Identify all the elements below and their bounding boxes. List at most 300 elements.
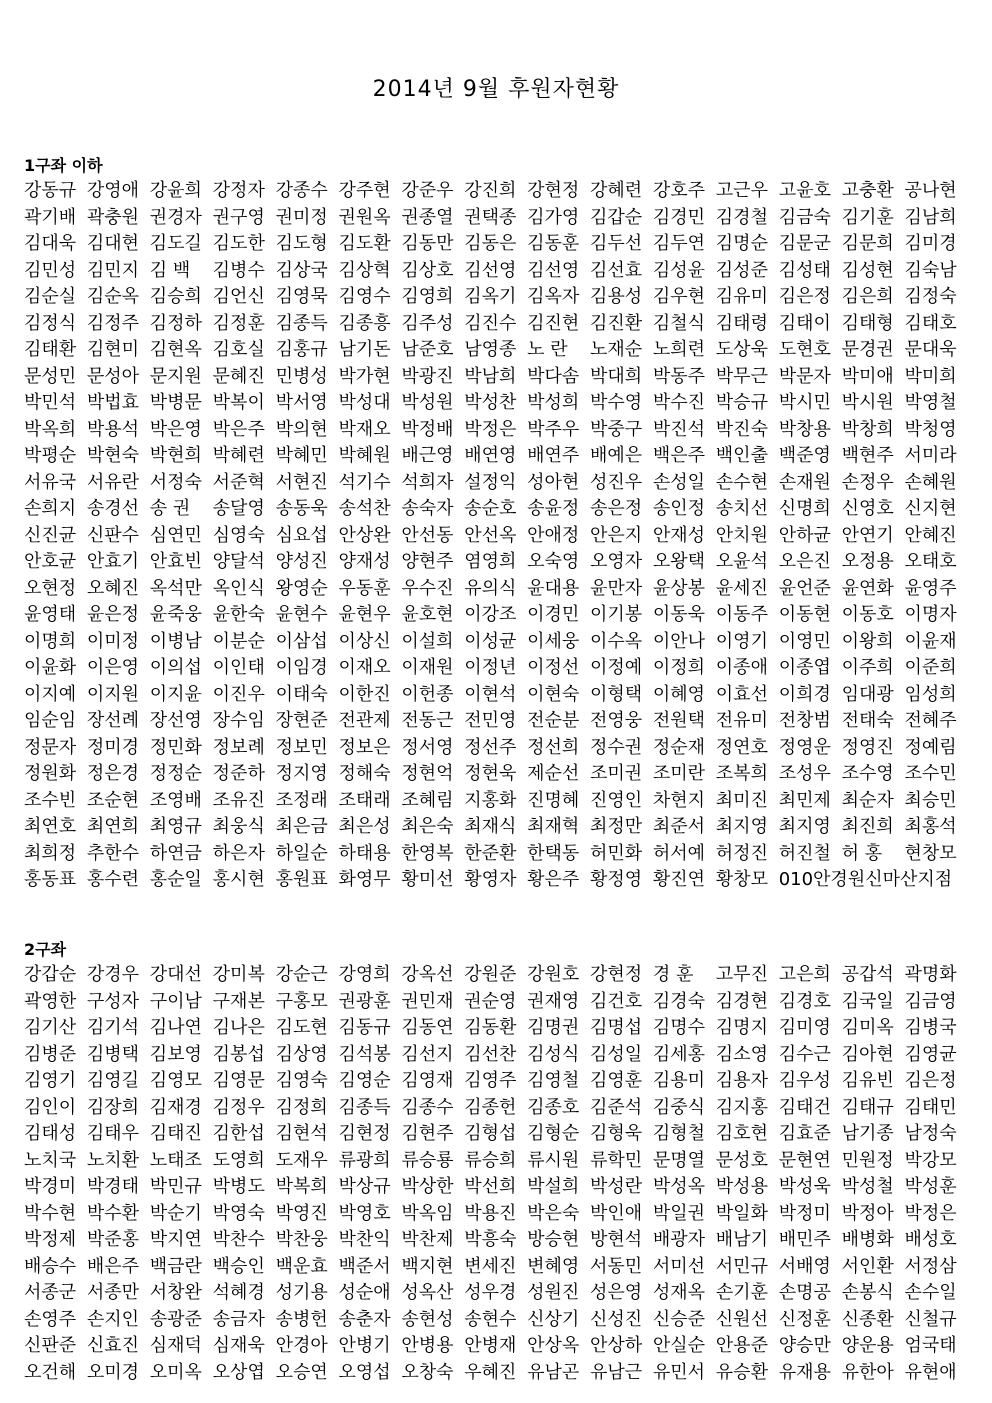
- donor-name: 이병남: [149, 630, 202, 652]
- donor-name: 박은주: [212, 418, 265, 440]
- donor-name: 박옥임: [401, 1202, 454, 1224]
- donor-name: 안호균: [24, 551, 77, 572]
- donor-name: 오현정: [24, 577, 77, 599]
- donor-name: 김옥기: [464, 286, 517, 307]
- donor-name: 구성자: [86, 990, 140, 1012]
- donor-name: 박성원: [401, 392, 454, 413]
- donor-name: 백은주: [652, 445, 706, 466]
- donor-name: 고근우: [715, 180, 768, 201]
- donor-name: 송동욱: [275, 498, 328, 519]
- donor-name: 노 란: [527, 339, 568, 360]
- donor-name: 김태건: [778, 1096, 831, 1118]
- donor-name: 이동주: [715, 604, 768, 625]
- donor-name: 권택종: [464, 206, 517, 228]
- donor-name: 한준환: [464, 842, 517, 864]
- donor-name: 이은영: [86, 657, 140, 678]
- donor-name: 윤한숙: [212, 604, 265, 625]
- donor-name: 김홍규: [275, 339, 328, 360]
- donor-name: 김경민: [652, 206, 706, 228]
- donor-name: 김민지: [86, 259, 140, 281]
- donor-name: 공나현: [904, 180, 957, 201]
- donor-name: 윤은정: [86, 604, 140, 625]
- donor-name: 안치원: [715, 524, 768, 546]
- donor-name: 김명수: [652, 1017, 706, 1038]
- donor-name: 이명희: [24, 630, 77, 652]
- donor-name: 최연희: [86, 816, 140, 837]
- donor-name: 김성식: [527, 1043, 580, 1065]
- donor-name: 이영기: [715, 630, 768, 652]
- donor-name: 이준희: [904, 657, 957, 678]
- donor-name: 임순임: [24, 710, 77, 731]
- donor-name: 송석찬: [338, 498, 391, 519]
- donor-name: 경 훈: [652, 964, 694, 985]
- donor-name: 조수빈: [24, 789, 77, 811]
- donor-name: 김영숙: [275, 1070, 328, 1091]
- donor-name: 백금란: [149, 1255, 202, 1277]
- donor-name: 박수영: [590, 392, 643, 413]
- donor-name: 김영길: [86, 1070, 140, 1091]
- donor-name: 김기산: [24, 1017, 77, 1038]
- donor-name: 박흥숙: [464, 1229, 517, 1250]
- donor-name: 전창범: [778, 710, 831, 731]
- donor-name: 조미란: [652, 763, 706, 784]
- donor-name: 조수민: [904, 763, 957, 784]
- donor-name: 김진환: [590, 312, 643, 334]
- donor-name: 박일화: [715, 1202, 768, 1224]
- donor-name: 서유국: [24, 471, 77, 493]
- donor-name: 박청영: [904, 418, 957, 440]
- donor-name: 이효선: [715, 683, 768, 705]
- donor-name: 김선효: [590, 259, 643, 281]
- donor-name: 박수진: [652, 392, 706, 413]
- donor-name: 손기훈: [715, 1282, 768, 1303]
- donor-name: 민병성: [275, 365, 328, 387]
- donor-name: 이영민: [778, 630, 831, 652]
- donor-name: 오승연: [275, 1361, 328, 1383]
- donor-name: 권재영: [527, 990, 580, 1012]
- donor-name: 박정아: [841, 1202, 894, 1224]
- donor-name: 박혜원: [338, 445, 391, 466]
- donor-name: 박정제: [24, 1229, 77, 1250]
- donor-name: 송춘자: [338, 1308, 391, 1330]
- donor-name: 화영무: [338, 869, 391, 890]
- donor-name: 허서예: [652, 842, 706, 864]
- donor-name: 김소영: [715, 1043, 768, 1065]
- donor-name: 우동훈: [338, 577, 391, 599]
- donor-name: 김선지: [401, 1043, 454, 1065]
- donor-name: 전순분: [527, 710, 580, 731]
- donor-name: 김우현: [652, 286, 706, 307]
- donor-name: 윤죽웅: [149, 604, 202, 625]
- donor-name: 이정예: [590, 657, 643, 678]
- donor-name: 김유빈: [841, 1070, 894, 1091]
- donor-name: 성기용: [275, 1282, 328, 1303]
- donor-name: 박서영: [275, 392, 328, 413]
- donor-name: 진명혜: [527, 789, 580, 811]
- donor-name: 김영균: [904, 1043, 957, 1065]
- donor-name: 박인애: [590, 1202, 643, 1224]
- donor-name: 이수옥: [590, 630, 643, 652]
- donor-name: 박문자: [778, 365, 831, 387]
- donor-name: 조태래: [338, 789, 391, 811]
- donor-name: 박찬수: [212, 1229, 265, 1250]
- donor-name: 안병용: [401, 1335, 454, 1356]
- donor-name: 최재식: [464, 816, 517, 837]
- donor-name: 남기종: [841, 1123, 894, 1144]
- donor-name: 최승민: [904, 789, 957, 811]
- donor-name: 조정래: [275, 789, 328, 811]
- donor-name: 최은금: [275, 816, 328, 837]
- donor-name: 김상국: [275, 259, 328, 281]
- donor-name: 서종군: [24, 1282, 77, 1303]
- donor-name: 강원준: [464, 964, 517, 985]
- donor-name: 신지현: [904, 498, 957, 519]
- donor-name: 허 홍: [841, 842, 883, 864]
- donor-name: 구이남: [149, 990, 202, 1012]
- donor-name: 오영섭: [338, 1361, 391, 1383]
- donor-name: 박수환: [86, 1202, 140, 1224]
- donor-name: 윤언준: [778, 577, 831, 599]
- donor-name: 김영문: [212, 1070, 265, 1091]
- donor-name: 강정자: [212, 180, 265, 201]
- donor-name: 민원정: [841, 1149, 894, 1171]
- donor-name: 김순실: [24, 286, 77, 307]
- donor-name: 박일권: [652, 1202, 706, 1224]
- donor-name: 우수진: [401, 577, 454, 599]
- donor-name: 강주현: [338, 180, 391, 201]
- donor-name: 전민영: [464, 710, 517, 731]
- donor-name: 이종애: [715, 657, 768, 678]
- donor-name: 손수현: [715, 471, 768, 493]
- donor-name: 안실순: [652, 1335, 706, 1356]
- donor-name: 성은영: [590, 1282, 643, 1303]
- donor-name: 강영애: [86, 180, 140, 201]
- donor-name: 강현정: [590, 964, 643, 985]
- donor-name: 정수권: [590, 736, 643, 758]
- donor-name: 양현주: [401, 551, 454, 572]
- donor-name: 김민성: [24, 259, 77, 281]
- donor-name: 박영철: [904, 392, 957, 413]
- donor-name: 김수근: [778, 1043, 831, 1065]
- donor-name: 김병수: [212, 259, 265, 281]
- donor-name: 신정훈: [778, 1308, 831, 1330]
- donor-name: 박찬제: [401, 1229, 454, 1250]
- donor-name: 김형순: [527, 1123, 580, 1144]
- donor-name: 김상영: [275, 1043, 328, 1065]
- donor-name: 신철규: [904, 1308, 957, 1330]
- donor-name: 정연호: [715, 736, 768, 758]
- donor-name: 박정미: [778, 1202, 831, 1224]
- donor-name: 황미선: [401, 869, 454, 890]
- donor-name: 노재순: [590, 339, 643, 360]
- donor-name: 정영운: [778, 736, 831, 758]
- donor-name: 최순자: [841, 789, 894, 811]
- donor-name: 정현억: [401, 763, 454, 784]
- donor-name: 배연영: [464, 445, 517, 466]
- donor-name: 김태호: [904, 312, 957, 334]
- donor-name: 박미애: [841, 365, 894, 387]
- donor-name: 김동은: [464, 233, 517, 254]
- donor-name: 남영종: [464, 339, 517, 360]
- donor-name: 오미옥: [149, 1361, 202, 1383]
- donor-name: 백준서: [338, 1255, 391, 1277]
- donor-name: 김형섭: [464, 1123, 517, 1144]
- donor-name: 심연민: [149, 524, 202, 546]
- donor-name: 심재덕: [149, 1335, 202, 1356]
- donor-name: 김종흥: [338, 312, 391, 334]
- donor-name: 오윤석: [715, 551, 768, 572]
- donor-name: 김정식: [24, 312, 77, 334]
- donor-name: 남기돈: [338, 339, 391, 360]
- donor-name: 황영자: [464, 869, 517, 890]
- donor-name: 정정순: [149, 763, 202, 784]
- donor-name: 고충환: [841, 180, 894, 201]
- donor-name: 안선옥: [464, 524, 517, 546]
- donor-name: 김경현: [715, 990, 768, 1012]
- donor-name: 이의섭: [149, 657, 202, 678]
- donor-name: 박영진: [275, 1202, 328, 1224]
- donor-name: 문경권: [841, 339, 894, 360]
- donor-name: 김태진: [149, 1123, 202, 1144]
- donor-name: 백승인: [212, 1255, 265, 1277]
- donor-name: 신판수: [86, 524, 140, 546]
- donor-name: 전원택: [652, 710, 706, 731]
- donor-name: 안애정: [527, 524, 580, 546]
- donor-name: 김종득: [275, 312, 328, 334]
- donor-name: 배성호: [904, 1229, 957, 1250]
- donor-name: 손정우: [841, 471, 894, 493]
- donor-name: 이상신: [338, 630, 391, 652]
- donor-name: 서민규: [715, 1255, 768, 1277]
- donor-name: 정해숙: [338, 763, 391, 784]
- donor-name: 윤호현: [401, 604, 454, 625]
- donor-name: 문성민: [24, 365, 77, 387]
- donor-name: 서현진: [275, 471, 328, 493]
- donor-name: 최은숙: [401, 816, 454, 837]
- donor-name: 김두선: [590, 233, 643, 254]
- donor-name: 김정희: [275, 1096, 328, 1118]
- donor-name: 서창완: [149, 1282, 202, 1303]
- donor-name: 도상욱: [715, 339, 768, 360]
- donor-name: 김진현: [527, 312, 580, 334]
- donor-name: 오숙영: [527, 551, 580, 572]
- donor-name: 허진철: [778, 842, 831, 864]
- donor-name: 곽기배: [24, 206, 77, 228]
- donor-name: 박정은: [904, 1202, 957, 1224]
- donor-name: 김영모: [149, 1070, 202, 1091]
- donor-name: 송인정: [652, 498, 706, 519]
- donor-name: 현창모: [904, 842, 957, 864]
- donor-name: 전태숙: [841, 710, 894, 731]
- donor-name: 김영묵: [275, 286, 328, 307]
- donor-name: 설정익: [464, 471, 517, 493]
- donor-name: 고무진: [715, 964, 768, 985]
- donor-name: 문성아: [86, 365, 140, 387]
- donor-name: 김도길: [149, 233, 202, 254]
- donor-name: 문명열: [652, 1149, 706, 1171]
- donor-name: 곽영한: [24, 990, 77, 1012]
- donor-name: 송치선: [715, 498, 768, 519]
- donor-name: 고윤호: [778, 180, 831, 201]
- donor-name: 배남기: [715, 1229, 768, 1250]
- donor-name: 김장희: [86, 1096, 140, 1118]
- donor-name: 성아현: [527, 471, 580, 493]
- donor-name: 박성란: [590, 1176, 643, 1197]
- donor-name: 이태숙: [275, 683, 328, 705]
- donor-name: 김대욱: [24, 233, 77, 254]
- donor-name: 윤현수: [275, 604, 328, 625]
- donor-name: 정지영: [275, 763, 328, 784]
- donor-name: 백인출: [715, 445, 768, 466]
- donor-name: 박성욱: [778, 1176, 831, 1197]
- donor-name: 구재본: [212, 990, 265, 1012]
- donor-name: 이현석: [464, 683, 517, 705]
- donor-name: 이동욱: [652, 604, 706, 625]
- donor-name: 김용성: [590, 286, 643, 307]
- donor-name: 양재성: [338, 551, 391, 572]
- donor-name: 이성균: [464, 630, 517, 652]
- donor-name: 박찬익: [338, 1229, 391, 1250]
- donor-name: 김대현: [86, 233, 140, 254]
- donor-name: 김언신: [212, 286, 265, 307]
- donor-name: 허정진: [715, 842, 768, 864]
- donor-name: 심영숙: [212, 524, 265, 546]
- donor-name: 성우경: [464, 1282, 517, 1303]
- donor-name: 김정우: [212, 1096, 265, 1118]
- donor-name: 김용자: [715, 1070, 768, 1091]
- donor-name: 조복희: [715, 763, 768, 784]
- donor-name: 강미복: [212, 964, 265, 985]
- donor-name: 오정용: [841, 551, 894, 572]
- donor-name: 도영희: [212, 1149, 265, 1171]
- donor-name: 안선동: [401, 524, 454, 546]
- donor-name: 박법효: [86, 392, 140, 413]
- donor-name: 박설희: [527, 1176, 580, 1197]
- donor-name: 권민재: [401, 990, 454, 1012]
- donor-name: 장수임: [212, 710, 265, 731]
- donor-name: 신상기: [527, 1308, 580, 1330]
- donor-name: 김종득: [338, 1096, 391, 1118]
- donor-name: 박동주: [652, 365, 706, 387]
- donor-name: 장현준: [275, 710, 328, 731]
- donor-name: 서동민: [590, 1255, 643, 1277]
- donor-name: 박선희: [464, 1176, 517, 1197]
- donor-name: 박병도: [212, 1176, 265, 1197]
- donor-name: 신진균: [24, 524, 77, 546]
- donor-name: 이지예: [24, 683, 77, 705]
- donor-name: 윤대용: [527, 577, 580, 599]
- donor-name: 조영배: [149, 789, 202, 811]
- donor-name: 박상한: [401, 1176, 454, 1197]
- donor-name: 전혜주: [904, 710, 957, 731]
- donor-name: 박의현: [275, 418, 328, 440]
- donor-name: 김태민: [904, 1096, 957, 1118]
- donor-name: 최재혁: [527, 816, 580, 837]
- donor-name: 구홍모: [275, 990, 328, 1012]
- donor-name: 장선영: [149, 710, 202, 731]
- donor-name: 류승희: [464, 1149, 517, 1171]
- donor-name: 남정숙: [904, 1123, 957, 1144]
- donor-name: 석혜경: [212, 1282, 265, 1303]
- donor-name: 안효빈: [149, 551, 202, 572]
- donor-name: 옥인식: [212, 577, 265, 599]
- donor-name: 박민석: [24, 392, 77, 413]
- donor-name: 신판준: [24, 1335, 77, 1356]
- donor-name: 도현호: [778, 339, 831, 360]
- donor-name: 엄국태: [904, 1335, 957, 1356]
- donor-name: 조성우: [778, 763, 831, 784]
- donor-name: 김철식: [652, 312, 706, 334]
- donor-name: 강현정: [527, 180, 580, 201]
- donor-name: 신영호: [841, 498, 894, 519]
- donor-name: 장선례: [86, 710, 140, 731]
- donor-name: 김세홍: [652, 1043, 706, 1065]
- donor-name: 손재원: [778, 471, 831, 493]
- donor-name: 김동만: [401, 233, 454, 254]
- donor-name: 안하균: [778, 524, 831, 546]
- donor-name: 정선주: [464, 736, 517, 758]
- donor-name: 황은주: [527, 869, 580, 890]
- donor-name: 김두연: [652, 233, 706, 254]
- donor-name: 오창숙: [401, 1361, 454, 1383]
- donor-name: 서정숙: [149, 471, 202, 493]
- donor-name: 황진연: [652, 869, 706, 890]
- donor-name: 김인이: [24, 1096, 77, 1118]
- donor-name: 송 권: [149, 498, 191, 519]
- donor-name: 이안나: [652, 630, 706, 652]
- donor-name: 황정영: [590, 869, 643, 890]
- donor-name: 홍동표: [24, 869, 77, 890]
- donor-name: 박경미: [24, 1176, 77, 1197]
- donor-name: 송은정: [590, 498, 643, 519]
- donor-name: 홍시현: [212, 869, 265, 890]
- donor-name: 김기훈: [841, 206, 894, 228]
- donor-name: 박성훈: [904, 1176, 957, 1197]
- donor-name: 강윤희: [149, 180, 202, 201]
- donor-name: 문현연: [778, 1149, 831, 1171]
- donor-name: 정원화: [24, 763, 77, 784]
- donor-name: 변세진: [464, 1255, 517, 1277]
- donor-name: 지홍화: [464, 789, 517, 811]
- donor-name: 서종만: [86, 1282, 140, 1303]
- donor-name: 김명지: [715, 1017, 768, 1038]
- donor-name: 김정주: [86, 312, 140, 334]
- donor-name: 이명자: [904, 604, 957, 625]
- donor-name: 임대광: [841, 683, 894, 705]
- donor-name: 김 백: [149, 259, 191, 281]
- donor-name: 이경민: [527, 604, 580, 625]
- donor-name: 유남곤: [527, 1361, 580, 1383]
- donor-name: 권경자: [149, 206, 202, 228]
- donor-name: 김영재: [401, 1070, 454, 1091]
- donor-name: 신명희: [778, 498, 831, 519]
- page-title: 2014년 9월 후원자현황: [372, 77, 620, 102]
- donor-name: 김태령: [715, 312, 768, 334]
- donor-name: 양승만: [778, 1335, 831, 1356]
- donor-name: 강원호: [527, 964, 580, 985]
- donor-name: 홍원표: [275, 869, 328, 890]
- donor-name: 김영철: [527, 1070, 580, 1091]
- donor-name: 윤영태: [24, 604, 77, 625]
- donor-name: 김동연: [401, 1017, 454, 1038]
- donor-name: 서미선: [652, 1255, 706, 1277]
- donor-name: 전유미: [715, 710, 768, 731]
- donor-name: 박광진: [401, 365, 454, 387]
- donor-name: 전동근: [401, 710, 454, 731]
- donor-name: 이종엽: [778, 657, 831, 678]
- donor-name: 안혜진: [904, 524, 957, 546]
- donor-name: 박용석: [86, 418, 140, 440]
